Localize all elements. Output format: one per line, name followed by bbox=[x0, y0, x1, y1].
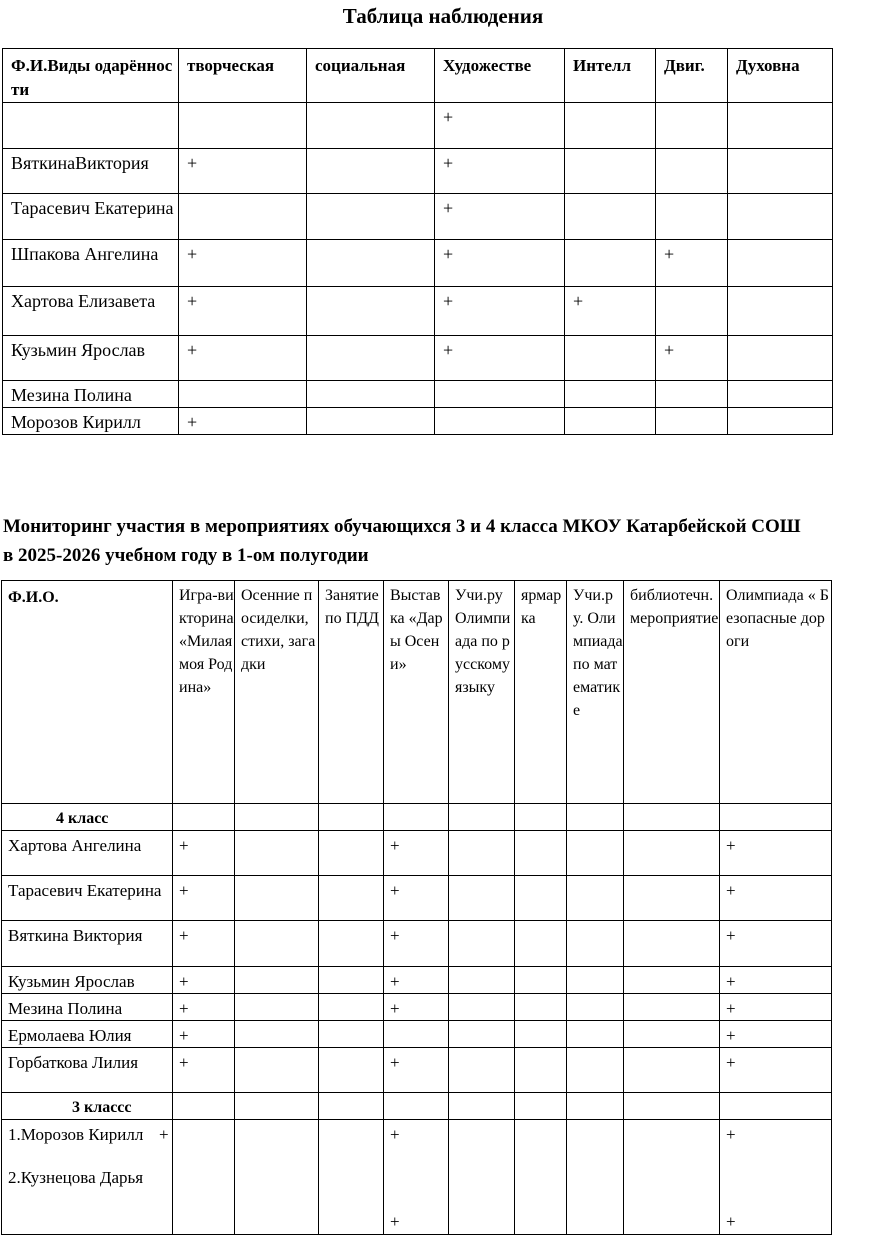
observation-header: Ф.И.Виды одарённости bbox=[3, 49, 179, 103]
monitoring-header: Учи.ру. Олимпиада по математике bbox=[567, 581, 624, 804]
monitoring-header: ярмарка bbox=[515, 581, 567, 804]
empty-cell bbox=[235, 1093, 319, 1120]
mark-cell bbox=[235, 921, 319, 967]
plus-mark: + bbox=[390, 1125, 400, 1144]
observation-body bbox=[3, 103, 833, 435]
empty-cell bbox=[720, 1093, 832, 1120]
mark-cell bbox=[728, 336, 833, 381]
mark-cell: + bbox=[720, 831, 832, 876]
observation-row bbox=[3, 381, 833, 408]
empty-cell bbox=[173, 804, 235, 831]
mark-cell bbox=[449, 994, 515, 1021]
mark-cell bbox=[319, 967, 384, 994]
student-name: Тарасевич Екатерина bbox=[3, 194, 179, 240]
mark-cell bbox=[235, 994, 319, 1021]
mark-cell bbox=[656, 287, 728, 336]
observation-header: творческая bbox=[179, 49, 307, 103]
student-name: Хартова Елизавета bbox=[3, 287, 179, 336]
monitoring-header: Учи.ру Олимпиада по русскому языку bbox=[449, 581, 515, 804]
monitoring-row bbox=[2, 994, 832, 1021]
plus-mark: + bbox=[726, 1212, 736, 1231]
mark-cell: + bbox=[173, 1021, 235, 1048]
monitoring-header: Осенние посиделки, стихи, загадки bbox=[235, 581, 319, 804]
empty-cell bbox=[624, 1093, 720, 1120]
monitoring-row bbox=[2, 921, 832, 967]
monitoring-header: Олимпиада « Безопасные дороги bbox=[720, 581, 832, 804]
plus-mark: + bbox=[390, 1212, 400, 1231]
mark-cell bbox=[235, 1048, 319, 1093]
empty-cell bbox=[173, 1093, 235, 1120]
mark-cell bbox=[624, 831, 720, 876]
student-name: Морозов Кирилл bbox=[3, 408, 179, 435]
mark-cell bbox=[384, 1021, 449, 1048]
observation-header: Двиг. bbox=[656, 49, 728, 103]
mark-cell: + bbox=[565, 287, 656, 336]
class-group-row bbox=[2, 1093, 832, 1120]
class-group-label: 4 класс bbox=[2, 804, 173, 831]
mark-cell bbox=[435, 408, 565, 435]
mark-cell bbox=[565, 408, 656, 435]
observation-header: социальная bbox=[307, 49, 435, 103]
mark-cell bbox=[728, 149, 833, 194]
mark-cell: + bbox=[435, 194, 565, 240]
mark-cell bbox=[319, 876, 384, 921]
mark-cell bbox=[567, 876, 624, 921]
empty-cell bbox=[449, 804, 515, 831]
monitoring-row bbox=[2, 1021, 832, 1048]
observation-header-row bbox=[3, 49, 833, 103]
observation-table bbox=[2, 48, 833, 435]
class-group-label: 3 классс bbox=[2, 1093, 173, 1120]
mark-cell bbox=[656, 149, 728, 194]
mark-cell bbox=[567, 967, 624, 994]
mark-cell bbox=[319, 1048, 384, 1093]
mark-cell bbox=[728, 103, 833, 149]
student-name: Хартова Ангелина bbox=[2, 831, 173, 876]
monitoring-header: библиотечн. мероприятие bbox=[624, 581, 720, 804]
mark-cell: + bbox=[179, 408, 307, 435]
mark-cell bbox=[567, 921, 624, 967]
mark-cell bbox=[179, 381, 307, 408]
observation-row bbox=[3, 103, 833, 149]
monitoring-row bbox=[2, 831, 832, 876]
mark-cell bbox=[449, 831, 515, 876]
empty-cell bbox=[449, 1093, 515, 1120]
student-name: ВяткинаВиктория bbox=[3, 149, 179, 194]
mark-cell bbox=[384, 1120, 449, 1235]
mark-cell: + bbox=[173, 967, 235, 994]
mark-cell bbox=[307, 240, 435, 287]
empty-cell bbox=[567, 804, 624, 831]
mark-cell bbox=[728, 408, 833, 435]
observation-header: Духовна bbox=[728, 49, 833, 103]
mark-cell bbox=[656, 103, 728, 149]
mark-cell bbox=[515, 831, 567, 876]
mark-cell: + bbox=[720, 921, 832, 967]
mark-cell bbox=[449, 1021, 515, 1048]
mark-cell bbox=[307, 287, 435, 336]
mark-cell bbox=[565, 381, 656, 408]
mark-cell bbox=[728, 240, 833, 287]
mark-cell: + bbox=[173, 876, 235, 921]
mark-cell bbox=[235, 831, 319, 876]
mark-cell: + bbox=[179, 287, 307, 336]
mark-cell bbox=[728, 287, 833, 336]
monitoring-row bbox=[2, 1120, 832, 1235]
mark-cell: + bbox=[435, 336, 565, 381]
mark-cell bbox=[515, 1048, 567, 1093]
mark-cell bbox=[624, 1120, 720, 1235]
mark-cell bbox=[565, 240, 656, 287]
mark-cell bbox=[319, 994, 384, 1021]
mark-cell bbox=[235, 876, 319, 921]
mark-cell bbox=[449, 1048, 515, 1093]
empty-cell bbox=[235, 804, 319, 831]
mark-cell bbox=[656, 381, 728, 408]
plus-mark: + bbox=[726, 1125, 736, 1144]
observation-row bbox=[3, 194, 833, 240]
observation-row bbox=[3, 240, 833, 287]
mark-cell: + bbox=[720, 1048, 832, 1093]
mark-cell bbox=[307, 381, 435, 408]
student-name: Мезина Полина bbox=[3, 381, 179, 408]
mark-cell: + bbox=[384, 994, 449, 1021]
empty-cell bbox=[384, 804, 449, 831]
mark-cell: + bbox=[656, 240, 728, 287]
empty-cell bbox=[720, 804, 832, 831]
mark-cell bbox=[567, 1021, 624, 1048]
mark-cell bbox=[656, 194, 728, 240]
mark-cell bbox=[624, 967, 720, 994]
mark-cell bbox=[567, 1120, 624, 1235]
mark-cell: + bbox=[435, 149, 565, 194]
mark-cell bbox=[235, 1120, 319, 1235]
mark-cell bbox=[449, 1120, 515, 1235]
mark-cell bbox=[656, 408, 728, 435]
mark-cell bbox=[449, 967, 515, 994]
mark-cell: + bbox=[173, 994, 235, 1021]
empty-cell bbox=[515, 804, 567, 831]
mark-cell bbox=[307, 194, 435, 240]
mark-cell bbox=[159, 1120, 235, 1235]
mark-cell: + bbox=[656, 336, 728, 381]
student-name bbox=[3, 103, 179, 149]
observation-row bbox=[3, 408, 833, 435]
mark-cell bbox=[565, 336, 656, 381]
mark-cell bbox=[307, 149, 435, 194]
mark-cell: + bbox=[720, 876, 832, 921]
monitoring-row bbox=[2, 1048, 832, 1093]
mark-cell: + bbox=[384, 967, 449, 994]
mark-cell bbox=[307, 103, 435, 149]
monitoring-row bbox=[2, 967, 832, 994]
monitoring-body bbox=[2, 804, 832, 1235]
mark-cell: + bbox=[435, 287, 565, 336]
monitoring-header: Ф.И.О. bbox=[2, 581, 173, 804]
mark-cell bbox=[565, 194, 656, 240]
student-name: Кузьмин Ярослав bbox=[2, 967, 173, 994]
observation-row bbox=[3, 287, 833, 336]
monitoring-table bbox=[1, 580, 832, 1235]
mark-cell bbox=[449, 876, 515, 921]
mark-cell bbox=[307, 408, 435, 435]
observation-title: Таблица наблюдения bbox=[342, 4, 544, 28]
student-name: Шпакова Ангелина bbox=[3, 240, 179, 287]
observation-header: Художестве bbox=[435, 49, 565, 103]
mark-cell: + bbox=[384, 1048, 449, 1093]
monitoring-header: Занятие по ПДД bbox=[319, 581, 384, 804]
mark-cell bbox=[235, 967, 319, 994]
mark-cell bbox=[179, 103, 307, 149]
mark-cell bbox=[624, 1021, 720, 1048]
observation-header: Интелл bbox=[565, 49, 656, 103]
mark-cell bbox=[624, 876, 720, 921]
mark-cell: + bbox=[173, 831, 235, 876]
empty-cell bbox=[319, 804, 384, 831]
mark-cell bbox=[515, 1120, 567, 1235]
monitoring-title: Мониторинг участия в мероприятиях обучающихся 3 и 4 класса МКОУ Катарбейской СОШ в 2025-2026 учебном году в 1-ом полугодии bbox=[3, 516, 801, 566]
mark-cell: + bbox=[173, 1048, 235, 1093]
mark-cell bbox=[567, 1048, 624, 1093]
monitoring-header: Выставка «Дары Осени» bbox=[384, 581, 449, 804]
observation-row bbox=[3, 149, 833, 194]
mark-cell bbox=[624, 1048, 720, 1093]
mark-cell: + bbox=[720, 967, 832, 994]
mark-cell bbox=[515, 1021, 567, 1048]
mark-cell bbox=[624, 921, 720, 967]
mark-cell: + bbox=[179, 149, 307, 194]
mark-cell bbox=[728, 194, 833, 240]
monitoring-header: Игра-викторина «Милая моя Родина» bbox=[173, 581, 235, 804]
mark-cell bbox=[435, 381, 565, 408]
mark-cell bbox=[565, 103, 656, 149]
mark-cell bbox=[319, 1021, 384, 1048]
plus-mark: + bbox=[159, 1125, 169, 1144]
student-name: Мезина Полина bbox=[2, 994, 173, 1021]
mark-cell: + bbox=[384, 876, 449, 921]
mark-cell bbox=[567, 831, 624, 876]
empty-cell bbox=[515, 1093, 567, 1120]
student-name: Тарасевич Екатерина bbox=[2, 876, 173, 921]
monitoring-row bbox=[2, 876, 832, 921]
mark-cell bbox=[567, 994, 624, 1021]
student-names bbox=[2, 1120, 173, 1235]
observation-row bbox=[3, 336, 833, 381]
mark-cell: + bbox=[720, 1021, 832, 1048]
mark-cell bbox=[624, 994, 720, 1021]
mark-cell bbox=[515, 876, 567, 921]
mark-cell: + bbox=[720, 994, 832, 1021]
mark-cell bbox=[720, 1120, 832, 1235]
mark-cell: + bbox=[435, 103, 565, 149]
student-name: 2.Кузнецова Дарья bbox=[8, 1168, 144, 1187]
mark-cell bbox=[179, 194, 307, 240]
mark-cell bbox=[728, 381, 833, 408]
student-name: Горбаткова Лилия bbox=[2, 1048, 173, 1093]
mark-cell: + bbox=[384, 921, 449, 967]
mark-cell bbox=[515, 967, 567, 994]
empty-cell bbox=[567, 1093, 624, 1120]
empty-cell bbox=[624, 804, 720, 831]
mark-cell bbox=[449, 921, 515, 967]
monitoring-header-row bbox=[2, 581, 832, 804]
student-name: Вяткина Виктория bbox=[2, 921, 173, 967]
student-name: Ермолаева Юлия bbox=[2, 1021, 173, 1048]
mark-cell bbox=[565, 149, 656, 194]
empty-cell bbox=[319, 1093, 384, 1120]
mark-cell bbox=[515, 921, 567, 967]
mark-cell: + bbox=[435, 240, 565, 287]
mark-cell bbox=[307, 336, 435, 381]
mark-cell bbox=[319, 831, 384, 876]
mark-cell bbox=[319, 1120, 384, 1235]
mark-cell: + bbox=[179, 240, 307, 287]
mark-cell: + bbox=[384, 831, 449, 876]
mark-cell: + bbox=[179, 336, 307, 381]
class-group-row bbox=[2, 804, 832, 831]
student-name: Кузьмин Ярослав bbox=[3, 336, 179, 381]
mark-cell bbox=[515, 994, 567, 1021]
student-name: 1.Морозов Кирилл bbox=[8, 1125, 144, 1144]
mark-cell: + bbox=[173, 921, 235, 967]
empty-cell bbox=[384, 1093, 449, 1120]
mark-cell bbox=[235, 1021, 319, 1048]
mark-cell bbox=[319, 921, 384, 967]
